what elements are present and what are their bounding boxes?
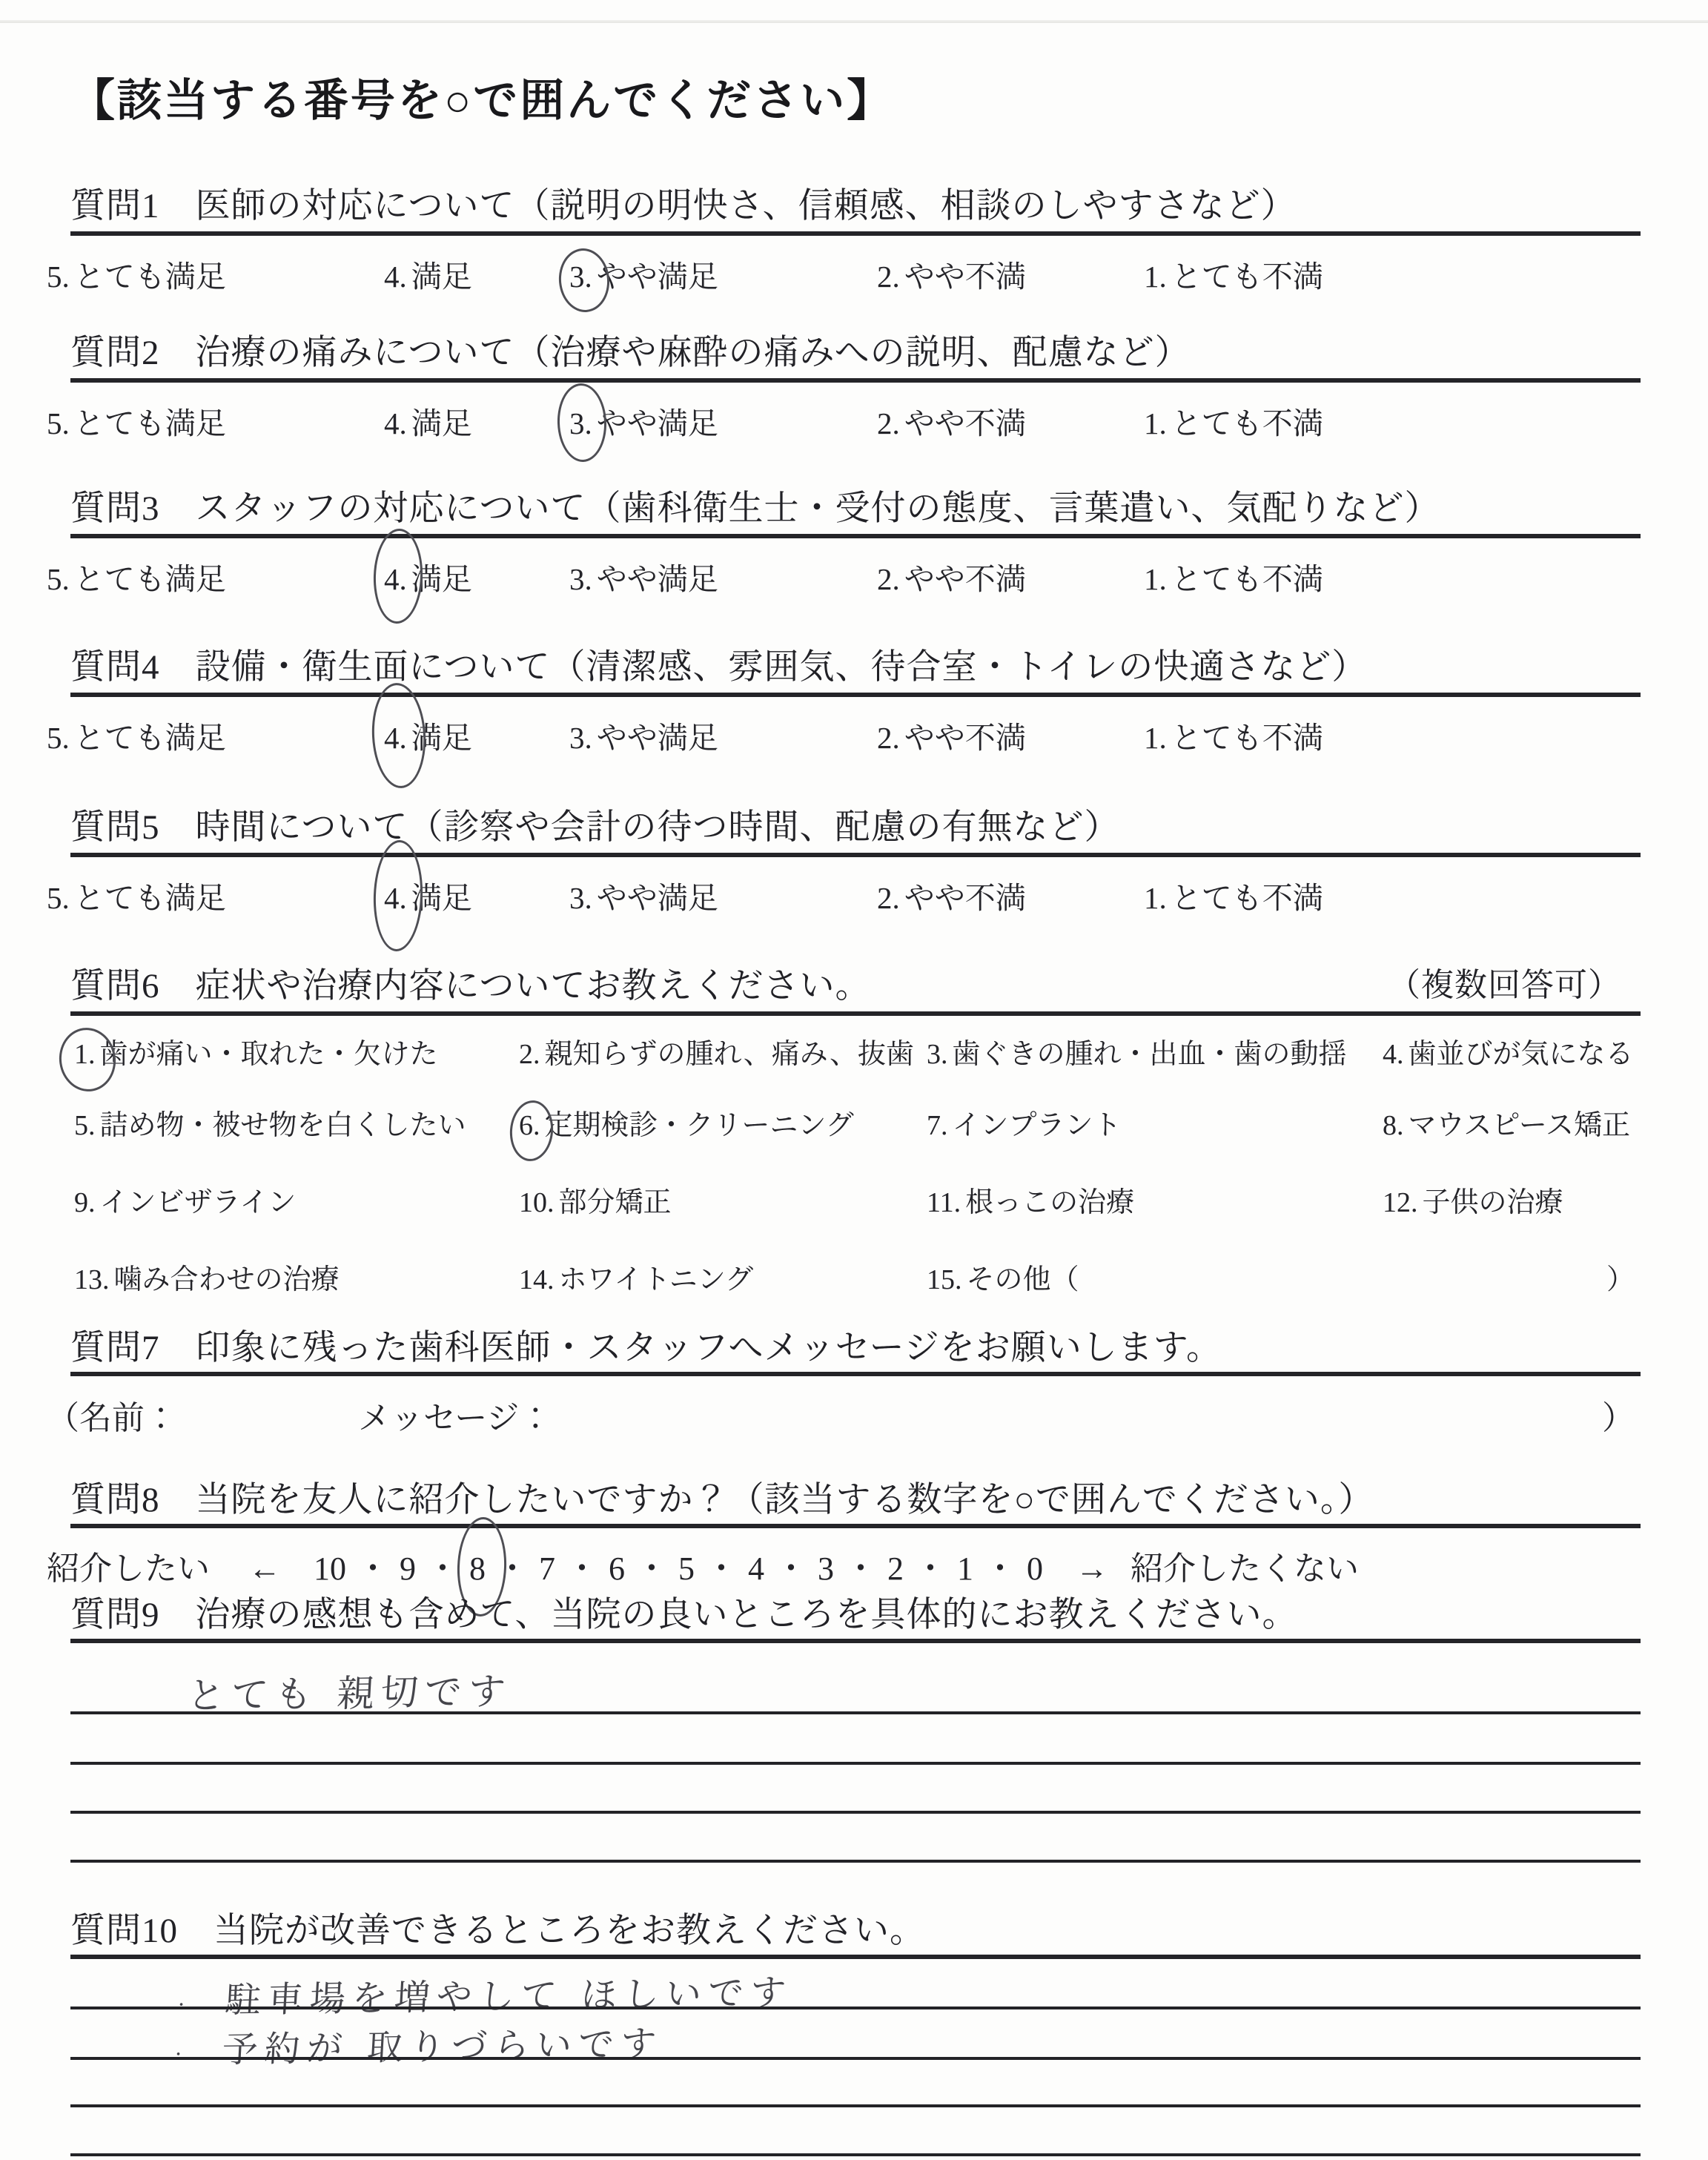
- q6-options-row-3: [47, 1179, 1642, 1226]
- page-title: 【該当する番号を○で囲んでください】: [70, 76, 894, 125]
- q7-answer-row: [47, 1391, 1642, 1439]
- q7-title: 質問7 印象に残った歯科医師・スタッフへメッセージをお願いします。: [70, 1329, 1222, 1367]
- nps-dot: ・: [357, 1550, 389, 1587]
- answer-line: [70, 2104, 1641, 2107]
- q6-option-10: 10. 部分矯正: [519, 1187, 672, 1218]
- nps-dot: ・: [496, 1550, 529, 1587]
- q4-underline: [70, 693, 1641, 697]
- answer-line: [70, 2153, 1641, 2156]
- answer-line: [70, 2057, 1641, 2060]
- q2-underline: [70, 378, 1641, 383]
- nps-number: 3: [818, 1550, 834, 1587]
- q6-underline: [70, 1011, 1641, 1016]
- q6-option-4: 4. 歯並びが気になる: [1383, 1039, 1634, 1070]
- question-4: [47, 639, 1642, 755]
- answer-line: [70, 1762, 1641, 1765]
- question-5: [47, 799, 1642, 915]
- answer-line: [70, 1860, 1641, 1863]
- q3-title: 質問3 スタッフの対応について（歯科衛生士・受付の態度、言葉遣い、気配りなど）: [70, 489, 1440, 528]
- q6-option-8: 8. マウスピース矯正: [1383, 1110, 1630, 1141]
- q5-options: [47, 873, 1642, 921]
- q6-option-12: 12. 子供の治療: [1383, 1187, 1563, 1218]
- q6-title: 質問6 症状や治療内容についてお教えください。 （複数回答可）: [70, 958, 1642, 1008]
- scale-option-selected: 3. やや満足: [569, 399, 718, 443]
- q6-option-3: 3. 歯ぐきの腫れ・出血・歯の動揺: [927, 1039, 1347, 1070]
- q1-title: 質問1 医師の対応について（説明の明快さ、信頼感、相談のしやすさなど）: [70, 187, 1297, 225]
- scale-option: 5. とても満足: [47, 406, 226, 440]
- nps-number: 5: [678, 1550, 695, 1587]
- nps-number: 6: [609, 1550, 625, 1587]
- q6-option-1-selected: 1. 歯が痛い・取れた・欠けた: [74, 1031, 438, 1071]
- q10-handwritten-answer-1: ・ 駐車場を増やして ほしいです: [173, 1972, 794, 2021]
- q7-name-label: （名前：: [47, 1400, 177, 1436]
- q6-option-5: 5. 詰め物・被せ物を白くしたい: [74, 1110, 466, 1141]
- nps-dot: ・: [705, 1550, 738, 1587]
- q8-title: 質問8 当院を友人に紹介したいですか？（該当する数字を○で囲んでください。）: [70, 1481, 1374, 1519]
- scale-option: 5. とても満足: [47, 260, 226, 294]
- handwritten-bullet: ・: [170, 2044, 193, 2064]
- handwritten-bullet: ・: [173, 1995, 196, 2014]
- q6-option-7: 7. インプラント: [927, 1110, 1122, 1141]
- question-9: [47, 1587, 1642, 1718]
- question-3: [47, 480, 1642, 596]
- question-8: [47, 1472, 1642, 1587]
- q4-title: 質問4 設備・衛生面について（清潔感、雰囲気、待合室・トイレの快適さなど）: [70, 648, 1368, 687]
- q3-options: [47, 555, 1642, 602]
- q6-option-13: 13. 噛み合わせの治療: [74, 1264, 340, 1295]
- q6-option-6-selected: 6. 定期検診・クリーニング: [519, 1102, 854, 1143]
- nps-dot: ・: [635, 1550, 668, 1587]
- nps-right-arrow: →: [1076, 1550, 1108, 1587]
- scale-option: 4. 満足: [384, 406, 472, 440]
- question-7: [47, 1320, 1642, 1436]
- nps-dot: ・: [984, 1550, 1016, 1587]
- q6-multi-answer-note: （複数回答可）: [1388, 967, 1621, 1003]
- q1-underline: [70, 231, 1641, 236]
- q10-title: 質問10 当院が改善できるところをお教えください。: [70, 1912, 925, 1950]
- q7-message-label: メッセージ：: [358, 1400, 552, 1436]
- scale-option: 1. とても不満: [1144, 721, 1323, 755]
- scale-option: 4. 満足: [384, 260, 472, 294]
- question-6: [47, 958, 1642, 1295]
- q8-nps-scale: [47, 1542, 1642, 1589]
- scale-option: 3. やや満足: [569, 562, 718, 596]
- question-2: [47, 325, 1642, 440]
- q6-option-2: 2. 親知らずの腫れ、痛み、抜歯: [519, 1039, 915, 1070]
- q9-title: 質問9 治療の感想も含めて、当院の良いところを具体的にお教えください。: [70, 1596, 1298, 1634]
- answer-line: [70, 2007, 1641, 2009]
- nps-dot: ・: [844, 1550, 877, 1587]
- nps-number: 9: [400, 1550, 416, 1587]
- q5-title: 質問5 時間について（診察や会計の待つ時間、配慮の有無など）: [70, 808, 1120, 847]
- scan-artifact-line: [0, 20, 1708, 23]
- scale-option: 2. やや不満: [877, 562, 1026, 596]
- nps-number-selected: 8: [469, 1550, 486, 1588]
- scale-option-selected: 4. 満足: [384, 555, 472, 598]
- nps-number: 10: [314, 1550, 346, 1587]
- q6-options-row-1: [47, 1031, 1642, 1078]
- scale-option: 5. とても満足: [47, 562, 226, 596]
- q2-title: 質問2 治療の痛みについて（治療や麻酔の痛みへの説明、配慮など）: [70, 334, 1191, 372]
- q10-underline: [70, 1955, 1641, 1959]
- question-1: [47, 178, 1642, 294]
- q6-option-15-other: 15. その他（: [927, 1264, 1079, 1295]
- q8-underline: [70, 1524, 1641, 1528]
- scale-option: 3. やや満足: [569, 881, 718, 915]
- scale-option: 2. やや不満: [877, 721, 1026, 755]
- nps-left-arrow: ←: [248, 1550, 281, 1587]
- question-10: [47, 1903, 1642, 2071]
- answer-line: [70, 1811, 1641, 1814]
- q3-underline: [70, 534, 1641, 538]
- scale-option: 5. とても満足: [47, 721, 226, 755]
- scale-option: 1. とても不満: [1144, 260, 1323, 294]
- scale-option: 2. やや不満: [877, 406, 1026, 440]
- nps-number: 7: [539, 1550, 555, 1587]
- scale-option: 3. やや満足: [569, 721, 718, 755]
- q6-other-close-paren: ）: [1606, 1264, 1635, 1295]
- nps-dot: ・: [426, 1550, 459, 1587]
- q7-close-paren: ）: [1602, 1400, 1635, 1436]
- nps-number: 4: [748, 1550, 764, 1587]
- q6-options-row-4: [47, 1256, 1642, 1304]
- scale-option: 2. やや不満: [877, 260, 1026, 294]
- q9-underline: [70, 1639, 1641, 1643]
- nps-dot: ・: [914, 1550, 947, 1587]
- q6-options-row-2: [47, 1102, 1642, 1149]
- nps-number: 1: [957, 1550, 973, 1587]
- q7-underline: [70, 1372, 1641, 1376]
- scale-option: 1. とても不満: [1144, 562, 1323, 596]
- q9-handwritten-answer: とても 親切です: [186, 1669, 514, 1718]
- nps-left-label: 紹介したい: [47, 1550, 210, 1587]
- scale-option: 5. とても満足: [47, 881, 226, 915]
- nps-dot: ・: [566, 1550, 598, 1587]
- q5-underline: [70, 853, 1641, 857]
- q1-options: [47, 252, 1642, 300]
- q10-handwritten-answer-2: ・ 予約が 取りづらいです: [170, 2023, 664, 2071]
- scale-option-selected: 4. 満足: [384, 873, 472, 917]
- scale-option-selected: 3. やや満足: [569, 252, 718, 296]
- nps-number: 2: [887, 1550, 904, 1587]
- scale-option-selected: 4. 満足: [384, 713, 472, 757]
- q4-options: [47, 713, 1642, 761]
- answer-line: [70, 1711, 1641, 1714]
- nps-number: 0: [1027, 1550, 1043, 1587]
- q6-option-9: 9. インビザライン: [74, 1187, 297, 1218]
- nps-dot: ・: [775, 1550, 807, 1587]
- scale-option: 2. やや不満: [877, 881, 1026, 915]
- scale-option: 1. とても不満: [1144, 406, 1323, 440]
- q2-options: [47, 399, 1642, 446]
- q6-option-11: 11. 根っこの治療: [927, 1187, 1135, 1218]
- scale-option: 1. とても不満: [1144, 881, 1323, 915]
- q6-option-14: 14. ホワイトニング: [519, 1264, 754, 1295]
- nps-right-label: 紹介したくない: [1131, 1550, 1359, 1587]
